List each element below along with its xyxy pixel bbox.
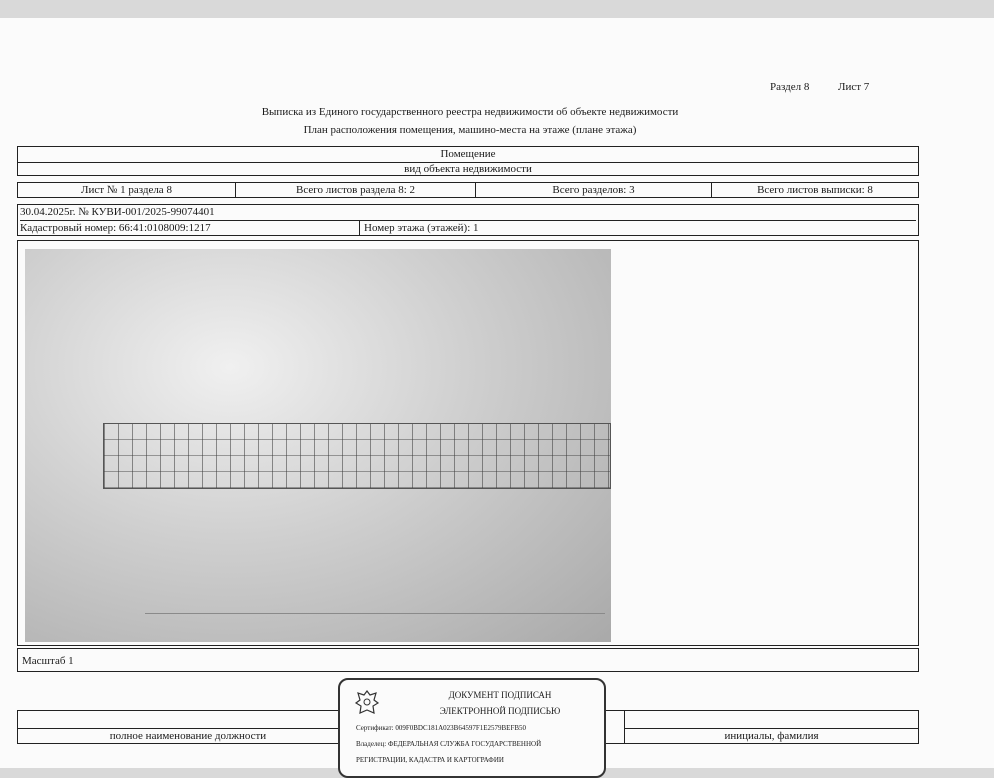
total-sheets-section: Всего листов раздела 8: 2 [236,183,476,197]
stamp-owner: Владелец: ФЕДЕРАЛЬНАЯ СЛУЖБА ГОСУДАРСТВЕННОЙ [356,740,542,748]
info-row [17,182,919,198]
total-sheets-extract: Всего листов выписки: 8 [757,184,873,196]
e-signature-stamp [338,678,606,778]
total-sections: Всего разделов: 3 [476,183,712,197]
floor-plan-drawing [103,423,611,489]
sub-title: План расположения помещения, машино-места на этаже (плане этажа) [303,124,637,136]
initials-cell [624,711,918,743]
sheet-label: Лист 7 [838,81,870,93]
stamp-line2: ЭЛЕКТРОННОЙ ПОДПИСЬЮ [439,706,561,716]
stamp-line1: ДОКУМЕНТ ПОДПИСАН [448,690,552,700]
main-title: Выписка из Единого государственного реестра недвижимости об объекте недвижимости [261,106,679,118]
plan-artifact-line [145,613,605,614]
scale-label: Масштаб 1 [22,655,74,667]
floor-plan-image [25,249,611,642]
object-name: Помещение [18,147,918,163]
object-header-box [17,146,919,176]
position-label: полное наименование должности [18,728,358,743]
cadastral-number: Кадастровый номер: 66:41:0108009:1217 [18,221,360,235]
floor-number: Номер этажа (этажей): 1 [364,222,479,234]
position-cell [18,711,359,743]
scale-box [17,648,919,672]
object-kind: вид объекта недвижимости [404,163,532,175]
document-sheet [0,18,994,768]
initials-label: инициалы, фамилия [625,728,918,743]
stamp-owner-cont: РЕГИСТРАЦИИ, КАДАСТРА И КАРТОГРАФИИ [356,756,504,764]
request-box [17,204,919,236]
coat-of-arms-icon [354,688,380,718]
section-label: Раздел 8 [770,81,810,93]
request-date-number: 30.04.2025г. № КУВИ-001/2025-99074401 [20,205,916,221]
sheet-of-section: Лист № 1 раздела 8 [18,183,236,197]
stamp-certificate: Сертификат: 009F0BDC181A023B64597F1E2579BEFB50 [356,724,527,732]
